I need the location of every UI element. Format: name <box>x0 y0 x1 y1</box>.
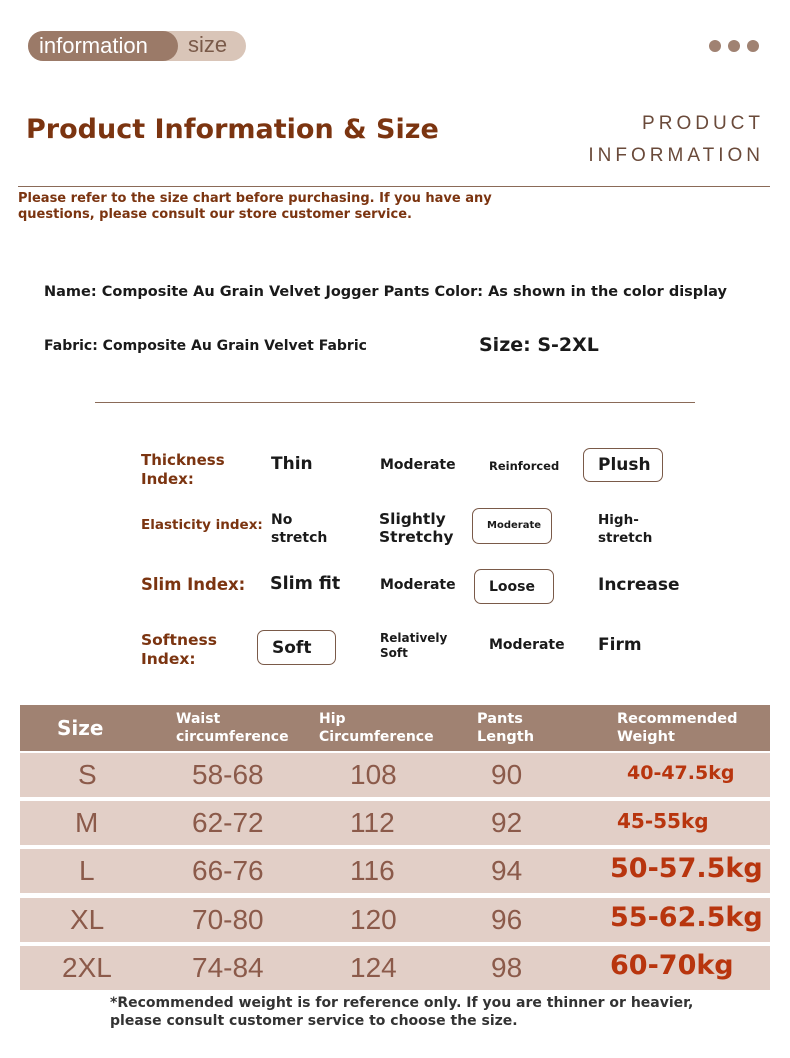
softness-index-label: Softness Index: <box>141 631 217 668</box>
table-row <box>20 753 770 797</box>
cell-weight: 55-62.5kg <box>610 902 763 933</box>
header-length: Pants Length <box>477 711 535 745</box>
cell-size: 2XL <box>62 952 112 983</box>
cell-weight: 40-47.5kg <box>627 762 735 784</box>
product-size-range: Size: S-2XL <box>479 334 599 356</box>
dot-icon <box>728 40 740 52</box>
product-name: Name: Composite Au Grain Velvet Jogger Pants Color: As shown in the color display <box>44 284 727 300</box>
thickness-option-reinforced: Reinforced <box>489 459 560 473</box>
thickness-index-label: Thickness Index: <box>141 451 225 488</box>
table-row <box>20 801 770 845</box>
page-title: Product Information & Size <box>26 114 439 145</box>
cell-waist: 74-84 <box>192 952 264 983</box>
softness-option-soft-selected: Soft <box>257 630 336 665</box>
divider <box>18 186 770 187</box>
header-waist: Waist circumference <box>176 711 289 745</box>
cell-hip: 124 <box>350 952 397 983</box>
cell-hip: 116 <box>350 855 395 886</box>
dot-icon <box>709 40 721 52</box>
cell-size: XL <box>70 904 105 935</box>
elasticity-option-slightly-stretchy: Slightly Stretchy <box>379 510 454 546</box>
cell-waist: 62-72 <box>192 807 264 838</box>
slim-option-loose-selected: Loose <box>474 569 554 604</box>
softness-option-relatively-soft: Relatively Soft <box>380 631 448 660</box>
thickness-option-moderate: Moderate <box>380 457 456 473</box>
cell-length: 96 <box>491 904 523 935</box>
cell-size: L <box>79 855 95 886</box>
cell-weight: 60-70kg <box>610 950 734 981</box>
table-row <box>20 849 770 893</box>
purchase-note: Please refer to the size chart before purchasing. If you have any questions, please consult our store customer service. <box>18 191 492 222</box>
table-header <box>20 705 770 751</box>
cell-waist: 58-68 <box>192 759 264 790</box>
elasticity-option-high-stretch: High-stretch <box>598 512 653 546</box>
weight-disclaimer: *Recommended weight is for reference only. If you are thinner or heavier, please consult customer service to choose the size. <box>110 995 694 1029</box>
table-row <box>20 898 770 942</box>
cell-hip: 112 <box>350 807 395 838</box>
divider <box>95 402 695 403</box>
product-fabric: Fabric: Composite Au Grain Velvet Fabric <box>44 338 367 354</box>
elasticity-option-no-stretch: No stretch <box>271 512 328 546</box>
slim-option-increase: Increase <box>598 575 680 595</box>
cell-hip: 108 <box>350 759 397 790</box>
cell-size: M <box>75 807 99 838</box>
cell-length: 90 <box>491 759 523 790</box>
cell-hip: 120 <box>350 904 397 935</box>
cell-weight: 45-55kg <box>617 809 709 833</box>
softness-option-firm: Firm <box>598 635 642 655</box>
cell-waist: 66-76 <box>192 855 264 886</box>
cell-weight: 50-57.5kg <box>610 853 763 884</box>
header-hip: Hip Circumference <box>319 711 434 745</box>
dot-icon <box>747 40 759 52</box>
table-row <box>20 946 770 990</box>
thickness-option-thin: Thin <box>271 454 313 474</box>
elasticity-index-label: Elasticity index: <box>141 517 263 533</box>
cell-size: S <box>78 759 97 790</box>
cell-waist: 70-80 <box>192 904 264 935</box>
tab-size[interactable]: size <box>188 32 228 57</box>
side-title-line2: INFORMATION <box>588 145 764 166</box>
softness-option-moderate: Moderate <box>489 637 565 653</box>
header-size: Size <box>57 716 104 740</box>
tab-information[interactable]: information <box>28 31 178 61</box>
cell-length: 92 <box>491 807 523 838</box>
slim-option-moderate: Moderate <box>380 577 456 593</box>
info-size-tabs <box>28 31 246 61</box>
slim-option-slim-fit: Slim fit <box>270 574 341 594</box>
cell-length: 98 <box>491 952 523 983</box>
slim-index-label: Slim Index: <box>141 575 246 594</box>
thickness-option-plush-selected: Plush <box>583 448 663 482</box>
side-title-line1: PRODUCT <box>642 113 764 134</box>
side-title <box>588 108 764 172</box>
cell-length: 94 <box>491 855 523 886</box>
header-weight: Recommended Weight <box>617 711 738 745</box>
more-dots-icon <box>709 40 765 52</box>
elasticity-option-moderate-selected: Moderate <box>472 508 552 544</box>
